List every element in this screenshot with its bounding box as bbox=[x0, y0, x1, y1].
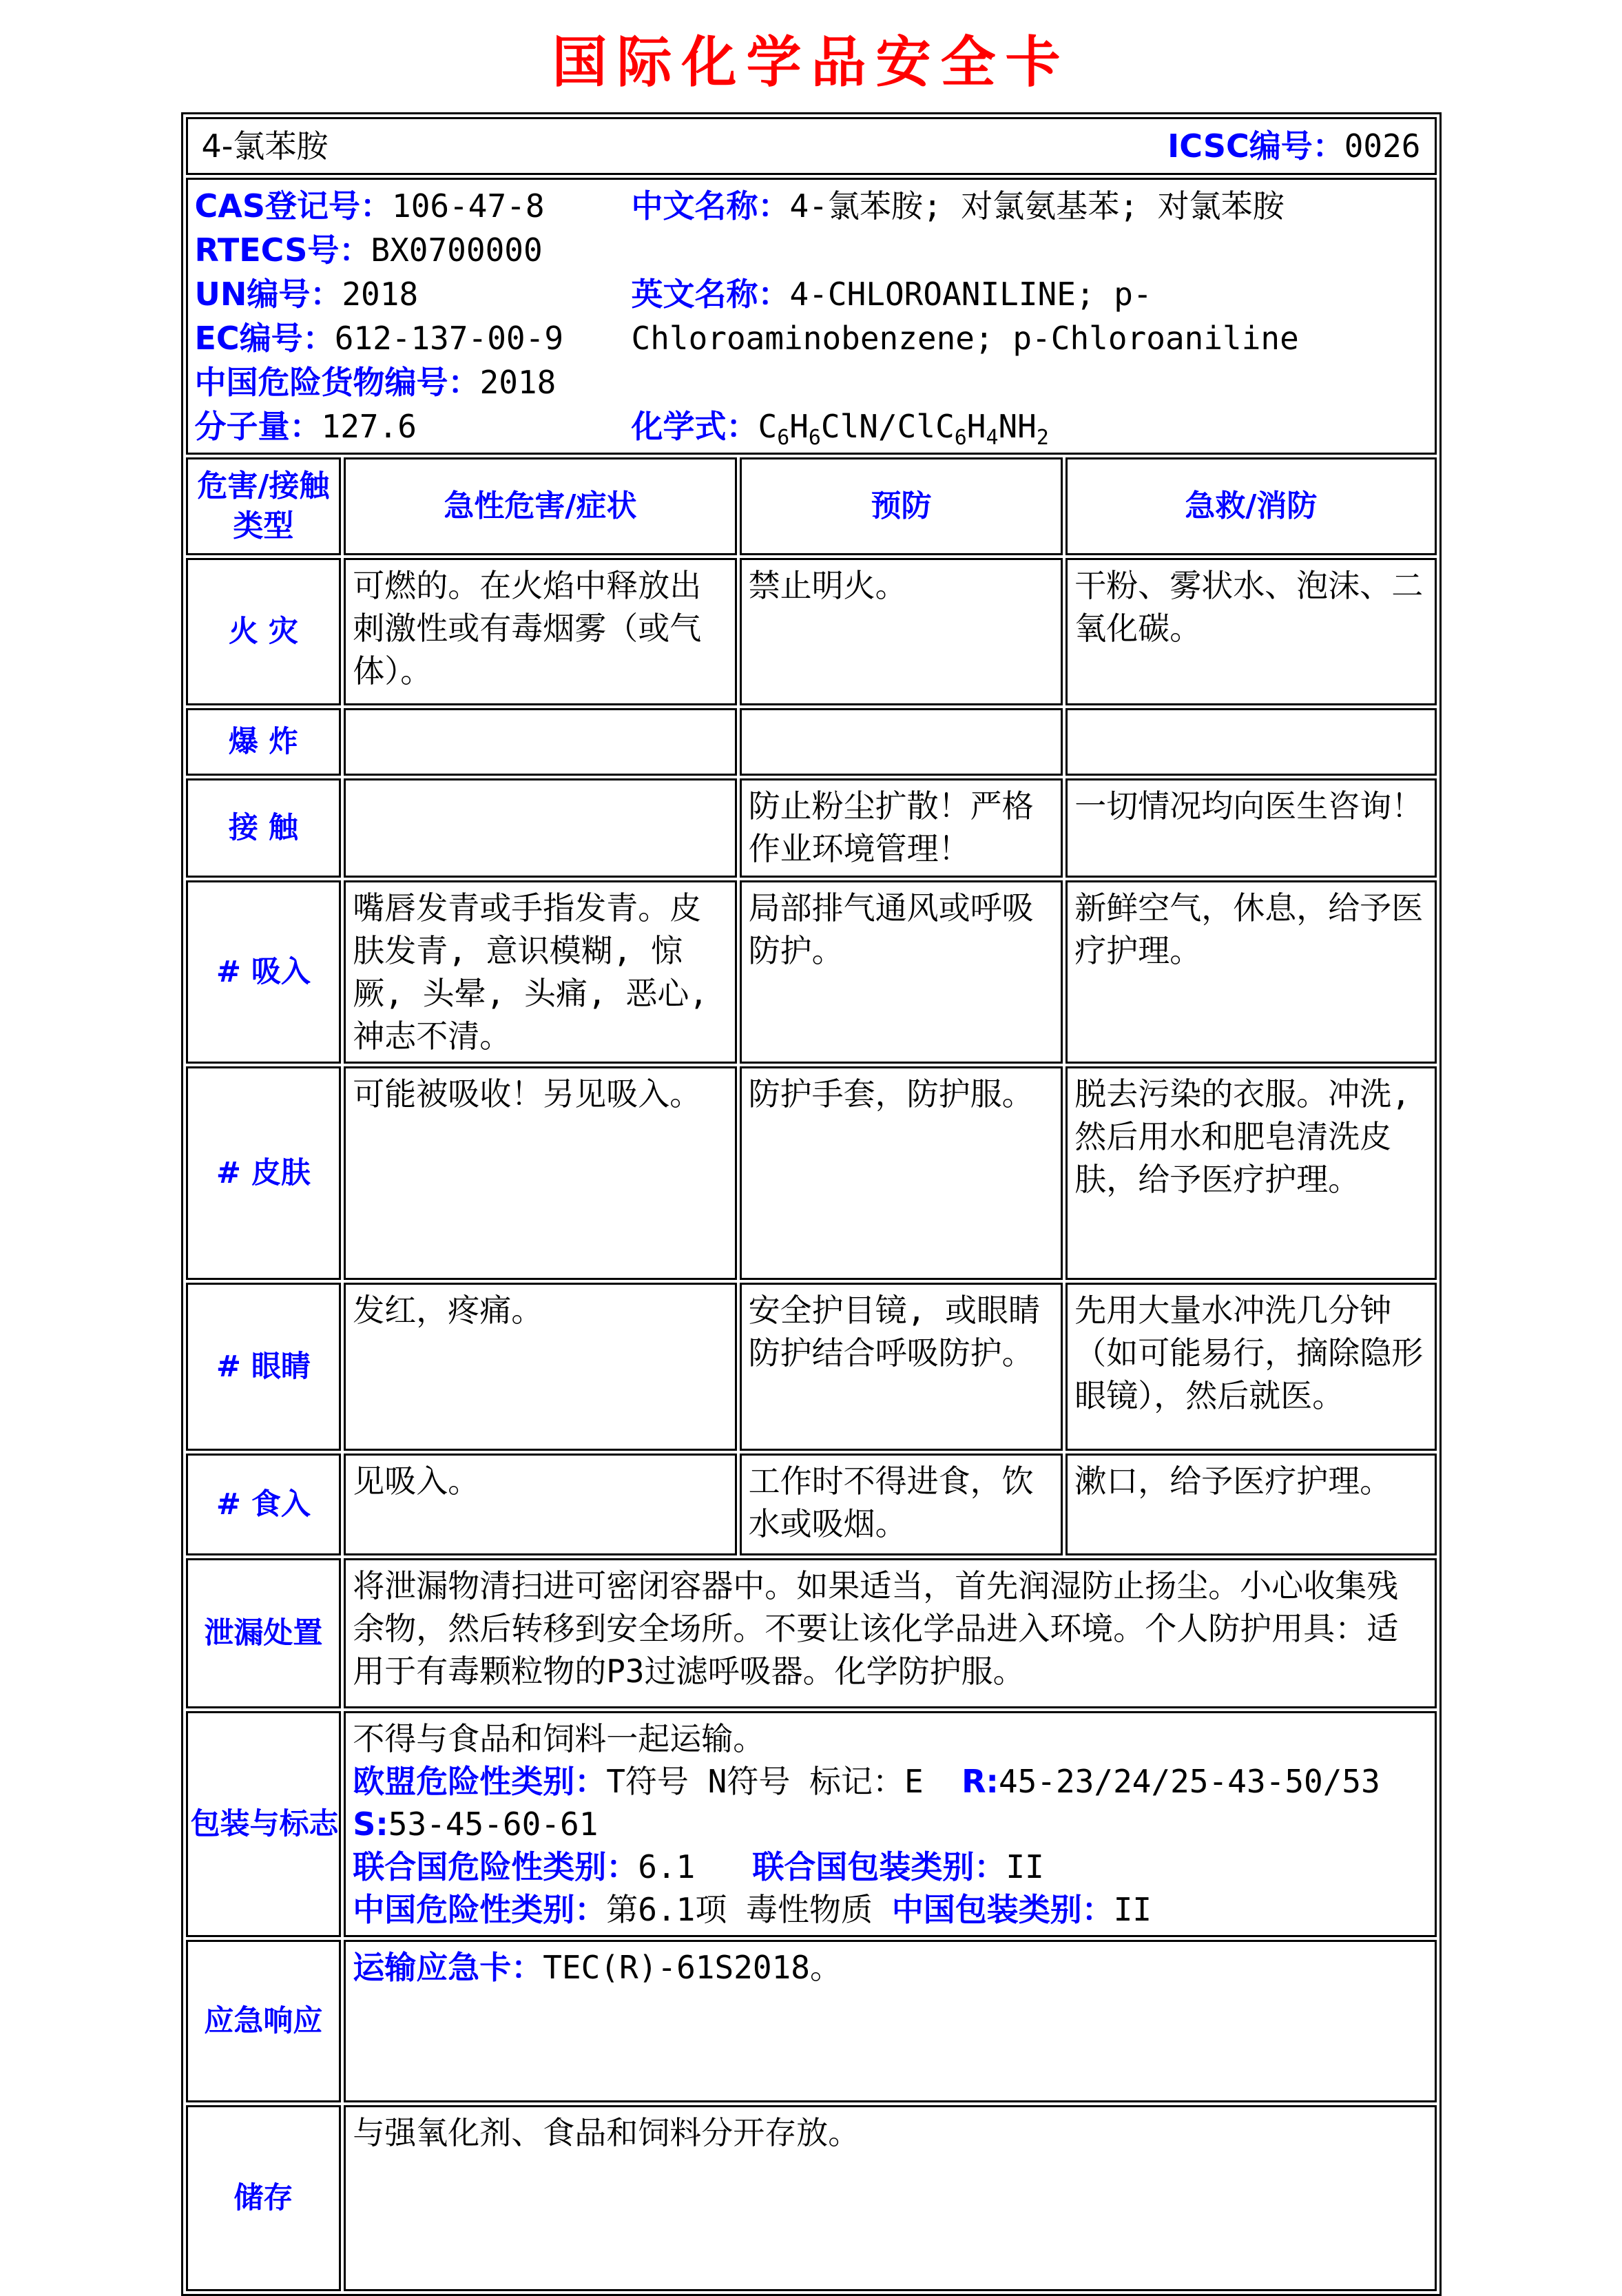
section-field-label: 中国包装类别： bbox=[891, 1891, 1114, 1928]
un-label: UN编号： bbox=[194, 276, 342, 313]
section-text-line bbox=[353, 1888, 1427, 1931]
column-header-hazard-type-line2: 类型 bbox=[233, 508, 294, 544]
hazard-row-explosion bbox=[186, 708, 1437, 776]
icsc-number-value: 0026 bbox=[1344, 127, 1421, 165]
packaging-label: 包装与标志 bbox=[186, 1711, 342, 1937]
section-field-value: 45-23/24/25-43-50/53 bbox=[998, 1763, 1380, 1800]
molecular-weight-label: 分子量： bbox=[194, 408, 322, 445]
formula-line bbox=[631, 404, 1389, 451]
skin-prevention-cell: 防护手套，防护服。 bbox=[740, 1066, 1063, 1280]
section-text-line bbox=[353, 1564, 1427, 1693]
ec-value: 612-137-00-9 bbox=[334, 320, 564, 357]
ec-number-line bbox=[195, 316, 622, 360]
rtecs-label: RTECS号： bbox=[194, 231, 371, 269]
section-text-line bbox=[353, 1845, 1427, 1888]
identifier-list bbox=[195, 184, 622, 448]
un-number-line bbox=[195, 272, 622, 316]
inhalation-prevention-cell: 局部排气通风或呼吸防护。 bbox=[740, 880, 1063, 1064]
emergency-response-label: 应急响应 bbox=[186, 1940, 342, 2102]
section-text-line bbox=[353, 1946, 1427, 1989]
identifiers-cell bbox=[186, 178, 1437, 455]
hazard-row-exposure bbox=[186, 778, 1437, 878]
emergency-response-content-cell bbox=[344, 1940, 1436, 2102]
section-row-packaging bbox=[186, 1711, 1437, 1937]
formula-text: H bbox=[966, 408, 986, 445]
section-field-label: R: bbox=[961, 1763, 999, 1800]
column-header-hazard-type-line1: 危害/接触 bbox=[197, 468, 330, 504]
section-text-line bbox=[353, 2111, 1427, 2154]
names-block bbox=[631, 184, 1389, 451]
cas-value: 106-47-8 bbox=[392, 187, 545, 225]
china-dg-number-line bbox=[195, 360, 622, 404]
hazard-column-header-row bbox=[186, 457, 1437, 555]
storage-content-cell bbox=[344, 2105, 1436, 2291]
formula-subscript: 6 bbox=[808, 426, 821, 451]
china-dg-label: 中国危险货物编号： bbox=[194, 364, 480, 401]
section-field-value: 不得与食品和饲料一起运输。 bbox=[353, 1720, 765, 1757]
formula-text: C bbox=[758, 408, 778, 445]
section-field-value: 53-45-60-61 bbox=[388, 1806, 599, 1843]
skin-label: # 皮肤 bbox=[186, 1066, 342, 1280]
formula-subscript: 6 bbox=[777, 426, 790, 451]
section-field-label: S: bbox=[353, 1806, 388, 1843]
section-field-label: 中国危险性类别： bbox=[353, 1891, 607, 1928]
column-header-firefighting: 急救/消防 bbox=[1065, 457, 1436, 555]
section-field-value: 将泄漏物清扫进可密闭容器中。如果适当，首先润湿防止扬尘。小心收集残余物，然后转移到安全场所。不要让该化学品进入环境。个人防护用具：适用于有毒颗粒物的P3过滤呼吸器。化学防护服。 bbox=[353, 1567, 1399, 1690]
rtecs-number-line bbox=[195, 228, 622, 272]
section-field-value: 6.1 bbox=[638, 1848, 753, 1885]
formula-subscript: 4 bbox=[986, 426, 999, 451]
section-row-storage bbox=[186, 2105, 1437, 2291]
inhalation-firefighting-cell: 新鲜空气，休息，给予医疗护理。 bbox=[1065, 880, 1436, 1064]
section-field-value: 第6.1项 毒性物质 bbox=[606, 1891, 892, 1928]
exposure-firefighting-cell: 一切情况均向医生咨询！ bbox=[1065, 778, 1436, 878]
english-name-line bbox=[632, 272, 1389, 360]
english-name-label: 英文名称： bbox=[631, 276, 790, 313]
eyes-firefighting-cell: 先用大量水冲洗几分钟（如可能易行，摘除隐形眼镜），然后就医。 bbox=[1065, 1283, 1436, 1451]
hazard-row-skin bbox=[186, 1066, 1437, 1280]
storage-label: 储存 bbox=[186, 2105, 342, 2291]
card-header-cell bbox=[186, 117, 1437, 175]
exposure-label: 接 触 bbox=[186, 778, 342, 878]
formula-text: ClN/ClC bbox=[820, 408, 955, 445]
icsc-card-table bbox=[181, 112, 1442, 2296]
eyes-symptoms-cell: 发红，疼痛。 bbox=[344, 1283, 736, 1451]
chinese-name-label: 中文名称： bbox=[631, 187, 790, 225]
hazard-row-inhalation bbox=[186, 880, 1437, 1064]
fire-symptoms-cell: 可燃的。在火焰中释放出刺激性或有毒烟雾（或气体）。 bbox=[344, 558, 736, 705]
ingestion-symptoms-cell: 见吸入。 bbox=[344, 1454, 736, 1555]
card-header-row bbox=[186, 117, 1437, 175]
section-field-label: 联合国包装类别： bbox=[752, 1848, 1006, 1885]
ingestion-prevention-cell: 工作时不得进食，饮水或吸烟。 bbox=[740, 1454, 1063, 1555]
skin-symptoms-cell: 可能被吸收！另见吸入。 bbox=[344, 1066, 736, 1280]
explosion-symptoms-cell bbox=[344, 708, 736, 776]
chemical-name: 4-氯苯胺 bbox=[201, 127, 329, 165]
un-value: 2018 bbox=[342, 276, 419, 313]
column-header-hazard-type bbox=[186, 457, 342, 555]
ingestion-firefighting-cell: 漱口，给予医疗护理。 bbox=[1065, 1454, 1436, 1555]
packaging-content-cell bbox=[344, 1711, 1436, 1937]
cas-number-line bbox=[195, 184, 622, 228]
rtecs-value: BX0700000 bbox=[371, 231, 543, 269]
fire-prevention-cell: 禁止明火。 bbox=[740, 558, 1063, 705]
exposure-prevention-cell: 防止粉尘扩散！严格作业环境管理！ bbox=[740, 778, 1063, 878]
hazard-row-ingestion bbox=[186, 1454, 1437, 1555]
hazard-row-fire bbox=[186, 558, 1437, 705]
chinese-name-line bbox=[632, 184, 1389, 228]
section-text-line bbox=[353, 1760, 1427, 1803]
section-field-value: TEC(R)-61S2018。 bbox=[543, 1949, 842, 1986]
section-field-label: 欧盟危险性类别： bbox=[353, 1763, 607, 1800]
explosion-prevention-cell bbox=[740, 708, 1063, 776]
eyes-prevention-cell: 安全护目镜, 或眼睛防护结合呼吸防护。 bbox=[740, 1283, 1063, 1451]
column-header-prevention: 预防 bbox=[740, 457, 1063, 555]
molecular-weight-line bbox=[195, 404, 622, 448]
ingestion-label: # 食入 bbox=[186, 1454, 342, 1555]
section-field-value: 与强氧化剂、食品和饲料分开存放。 bbox=[353, 2114, 860, 2151]
inhalation-label: # 吸入 bbox=[186, 880, 342, 1064]
formula-subscript: 6 bbox=[954, 426, 967, 451]
ec-label: EC编号： bbox=[194, 320, 335, 357]
spillage-content-cell bbox=[344, 1558, 1436, 1708]
section-text-line bbox=[353, 1717, 1427, 1760]
section-field-label: 联合国危险性类别： bbox=[353, 1848, 638, 1885]
section-field-value: II bbox=[1113, 1891, 1152, 1928]
spillage-label: 泄漏处置 bbox=[186, 1558, 342, 1708]
formula-text: NH bbox=[998, 408, 1037, 445]
formula-label: 化学式： bbox=[631, 408, 758, 445]
skin-firefighting-cell: 脱去污染的衣服。冲洗, 然后用水和肥皂清洗皮肤，给予医疗护理。 bbox=[1065, 1066, 1436, 1280]
section-field-value: T符号 N符号 标记：E bbox=[606, 1763, 962, 1800]
exposure-symptoms-cell bbox=[344, 778, 736, 878]
english-name-value: 4-CHLOROANILINE; p-Chloroaminobenzene; p-Chloroaniline bbox=[631, 276, 1299, 357]
china-dg-value: 2018 bbox=[479, 364, 557, 401]
explosion-label: 爆 炸 bbox=[186, 708, 342, 776]
formula-text: H bbox=[789, 408, 809, 445]
identifiers-row bbox=[186, 178, 1437, 455]
section-field-label: 运输应急卡： bbox=[353, 1949, 543, 1986]
section-row-emergency-response bbox=[186, 1940, 1437, 2102]
inhalation-symptoms-cell: 嘴唇发青或手指发青。皮肤发青, 意识模糊, 惊厥, 头晕, 头痛, 恶心, 神志不清。 bbox=[344, 880, 736, 1064]
formula-subscript: 2 bbox=[1036, 426, 1049, 451]
fire-firefighting-cell: 干粉、雾状水、泡沫、二氧化碳。 bbox=[1065, 558, 1436, 705]
hazard-row-eyes bbox=[186, 1283, 1437, 1451]
icsc-number bbox=[1167, 125, 1420, 167]
page-title: 国际化学品安全卡 bbox=[552, 30, 1070, 94]
chemical-formula bbox=[758, 408, 1049, 451]
cas-label: CAS登记号： bbox=[194, 187, 392, 225]
column-header-symptoms: 急性危害/症状 bbox=[344, 457, 736, 555]
molecular-weight-value: 127.6 bbox=[321, 408, 417, 445]
section-text-line bbox=[353, 1803, 1427, 1845]
section-field-value: II bbox=[1006, 1848, 1044, 1885]
chinese-name-value: 4-氯苯胺; 对氯氨基苯; 对氯苯胺 bbox=[789, 187, 1285, 225]
explosion-firefighting-cell bbox=[1065, 708, 1436, 776]
fire-label: 火 灾 bbox=[186, 558, 342, 705]
section-row-spillage bbox=[186, 1558, 1437, 1708]
icsc-number-label: ICSC编号： bbox=[1167, 127, 1344, 165]
eyes-label: # 眼睛 bbox=[186, 1283, 342, 1451]
